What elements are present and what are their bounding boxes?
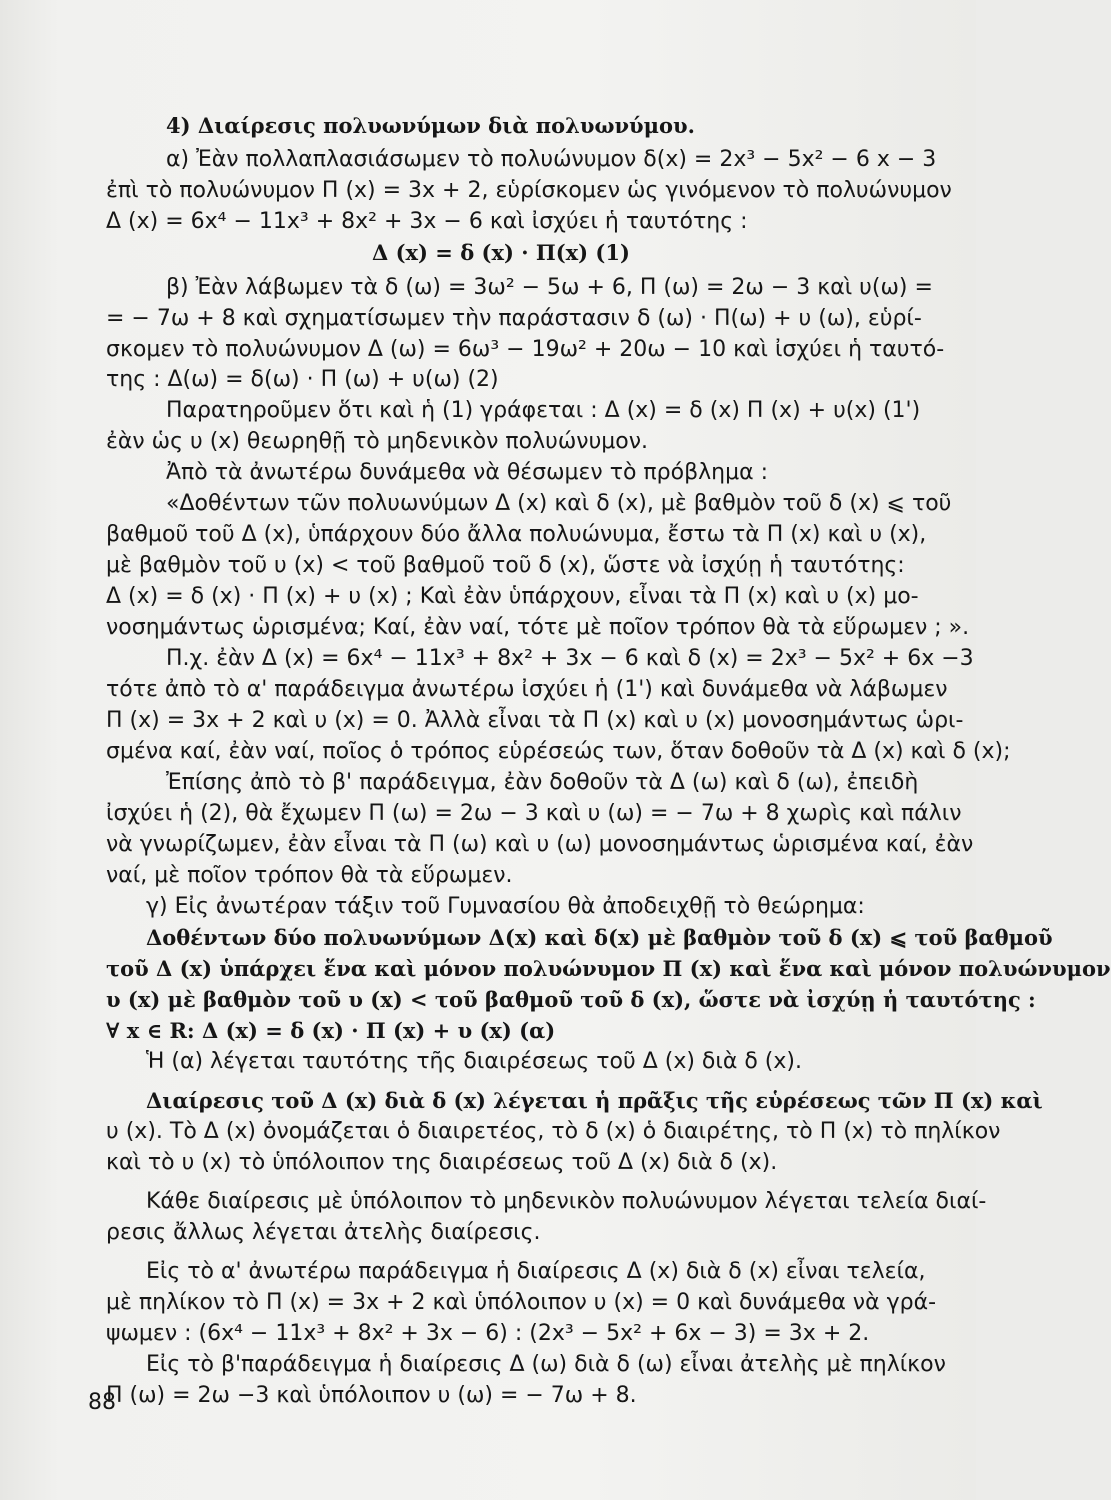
text-line: Δοθέντων δύο πολυωνύμων Δ(x) καὶ δ(x) μὲ βαθμὸν τοῦ δ (x) ⩽ τοῦ βαθμοῦ (146, 925, 1053, 950)
text-line: τότε ἀπὸ τὸ α' παράδειγμα ἀνωτέρω ἰσχύει ἡ (1') καὶ δυνάμεθα νὰ λάβωμεν (106, 677, 948, 702)
text-line: 4) Διαίρεσις πολυωνύμων διὰ πολυωνύμου. (166, 113, 695, 138)
text-line: Δ (x) = δ (x) · Π (x) + υ (x) ; Καὶ ἐὰν ὑπάρχουν, εἶναι τὰ Π (x) καὶ υ (x) μο- (106, 584, 919, 609)
text-line: μὲ βαθμὸν τοῦ υ (x) < τοῦ βαθμοῦ τοῦ δ (x), ὥστε νὰ ἰσχύῃ ἡ ταυτότης: (106, 553, 905, 578)
text-line: ἐπὶ τὸ πολυώνυμον Π (x) = 3x + 2, εὑρίσκομεν ὡς γινόμενον τὸ πολυώνυμον (106, 178, 952, 203)
text-line: Ἀπὸ τὰ ἀνωτέρω δυνάμεθα νὰ θέσωμεν τὸ πρόβλημα : (166, 460, 768, 485)
text-line: Π.χ. ἐὰν Δ (x) = 6x⁴ − 11x³ + 8x² + 3x − 6 καὶ δ (x) = 2x³ − 5x² + 6x −3 (166, 646, 974, 671)
text-line: «Δοθέντων τῶν πολυωνύμων Δ (x) καὶ δ (x), μὲ βαθμὸν τοῦ δ (x) ⩽ τοῦ (166, 491, 952, 516)
text-line: νοσημάντως ὡρισμένα; Καί, ἐὰν ναί, τότε μὲ ποῖον τρόπον θὰ τὰ εὕρωμεν ; ». (106, 615, 970, 640)
text-line: υ (x). Τὸ Δ (x) ὀνομάζεται ὁ διαιρετέος, τὸ δ (x) ὁ διαιρέτης, τὸ Π (x) τὸ πηλίκον (106, 1119, 1001, 1144)
text-line: Κάθε διαίρεσις μὲ ὑπόλοιπον τὸ μηδενικὸν πολυώνυμον λέγεται τελεία διαί- (146, 1189, 987, 1214)
page-number: 88 (88, 1390, 116, 1415)
text-line: ∀ x ∈ R: Δ (x) = δ (x) · Π (x) + υ (x) (α) (106, 1018, 556, 1043)
text-line: ἐὰν ὡς υ (x) θεωρηθῇ τὸ μηδενικὸν πολυώνυμον. (106, 429, 649, 454)
text-line: γ) Εἰς ἀνωτέραν τάξιν τοῦ Γυμνασίου θὰ ἀποδειχθῇ τὸ θεώρημα: (146, 894, 865, 919)
text-line: ψωμεν : (6x⁴ − 11x³ + 8x² + 3x − 6) : (2x³ − 5x² + 6x − 3) = 3x + 2. (106, 1321, 870, 1346)
text-line: ρεσις ἄλλως λέγεται ἀτελὴς διαίρεσις. (106, 1220, 541, 1245)
text-line: Ἐπίσης ἀπὸ τὸ β' παράδειγμα, ἐὰν δοθοῦν τὰ Δ (ω) καὶ δ (ω), ἐπειδὴ (166, 770, 919, 795)
text-line: Δ (x) = 6x⁴ − 11x³ + 8x² + 3x − 6 καὶ ἰσχύει ἡ ταυτότης : (106, 209, 748, 234)
text-line: ναί, μὲ ποῖον τρόπον θὰ τὰ εὕρωμεν. (106, 863, 513, 888)
text-line: β) Ἐὰν λάβωμεν τὰ δ (ω) = 3ω² − 5ω + 6, Π (ω) = 2ω − 3 καὶ υ(ω) = (166, 275, 933, 300)
text-line: Π (x) = 3x + 2 καὶ υ (x) = 0. Ἀλλὰ εἶναι τὰ Π (x) καὶ υ (x) μονοσημάντως ὡρι- (106, 708, 964, 733)
text-line: ἰσχύει ἡ (2), θὰ ἔχωμεν Π (ω) = 2ω − 3 καὶ υ (ω) = − 7ω + 8 χωρὶς καὶ πάλιν (106, 801, 962, 826)
text-line: Δ (x) = δ (x) · Π(x) (1) (372, 240, 630, 265)
text-line: Ἡ (α) λέγεται ταυτότης τῆς διαιρέσεως τοῦ Δ (x) διὰ δ (x). (146, 1049, 802, 1074)
text-line: α) Ἐὰν πολλαπλασιάσωμεν τὸ πολυώνυμον δ(x) = 2x³ − 5x² − 6 x − 3 (166, 147, 937, 172)
text-line: της : Δ(ω) = δ(ω) · Π (ω) + υ(ω) (2) (106, 367, 499, 392)
text-line: σμένα καί, ἐὰν ναί, ποῖος ὁ τρόπος εὑρέσεώς των, ὅταν δοθοῦν τὰ Δ (x) καὶ δ (x); (106, 739, 1011, 764)
text-line: βαθμοῦ τοῦ Δ (x), ὑπάρχουν δύο ἄλλα πολυώνυμα, ἔστω τὰ Π (x) καὶ υ (x), (106, 522, 927, 547)
text-line: τοῦ Δ (x) ὑπάρχει ἕνα καὶ μόνον πολυώνυμον Π (x) καὶ ἕνα καὶ μόνον πολυώνυμον (106, 956, 1111, 981)
text-line: Διαίρεσις τοῦ Δ (x) διὰ δ (x) λέγεται ἡ πρᾶξις τῆς εὑρέσεως τῶν Π (x) καὶ (146, 1088, 1043, 1113)
text-line: καὶ τὸ υ (x) τὸ ὑπόλοιπον της διαιρέσεως τοῦ Δ (x) διὰ δ (x). (106, 1150, 778, 1175)
text-line: μὲ πηλίκον τὸ Π (x) = 3x + 2 καὶ ὑπόλοιπον υ (x) = 0 καὶ δυνάμεθα νὰ γρά- (106, 1290, 937, 1315)
text-line: Εἰς τὸ α' ἀνωτέρω παράδειγμα ἡ διαίρεσις Δ (x) διὰ δ (x) εἶναι τελεία, (146, 1259, 926, 1284)
text-line: υ (x) μὲ βαθμὸν τοῦ υ (x) < τοῦ βαθμοῦ τοῦ δ (x), ὥστε νὰ ἰσχύῃ ἡ ταυτότης : (106, 987, 1036, 1012)
text-line: = − 7ω + 8 καὶ σχηματίσωμεν τὴν παράστασιν δ (ω) · Π(ω) + υ (ω), εὑρί- (106, 306, 922, 331)
text-line: νὰ γνωρίζωμεν, ἐὰν εἶναι τὰ Π (ω) καὶ υ (ω) μονοσημάντως ὡρισμένα καί, ἐὰν (106, 832, 974, 857)
text-line: Π (ω) = 2ω −3 καὶ ὑπόλοιπον υ (ω) = − 7ω + 8. (106, 1383, 637, 1408)
text-line: Εἰς τὸ β'παράδειγμα ἡ διαίρεσις Δ (ω) διὰ δ (ω) εἶναι ἀτελὴς μὲ πηλίκον (146, 1352, 946, 1377)
text-line: σκομεν τὸ πολυώνυμον Δ (ω) = 6ω³ − 19ω² + 20ω − 10 καὶ ἰσχύει ἡ ταυτό- (106, 337, 945, 362)
text-line: Παρατηροῦμεν ὅτι καὶ ἡ (1) γράφεται : Δ (x) = δ (x) Π (x) + υ(x) (1') (166, 398, 921, 423)
